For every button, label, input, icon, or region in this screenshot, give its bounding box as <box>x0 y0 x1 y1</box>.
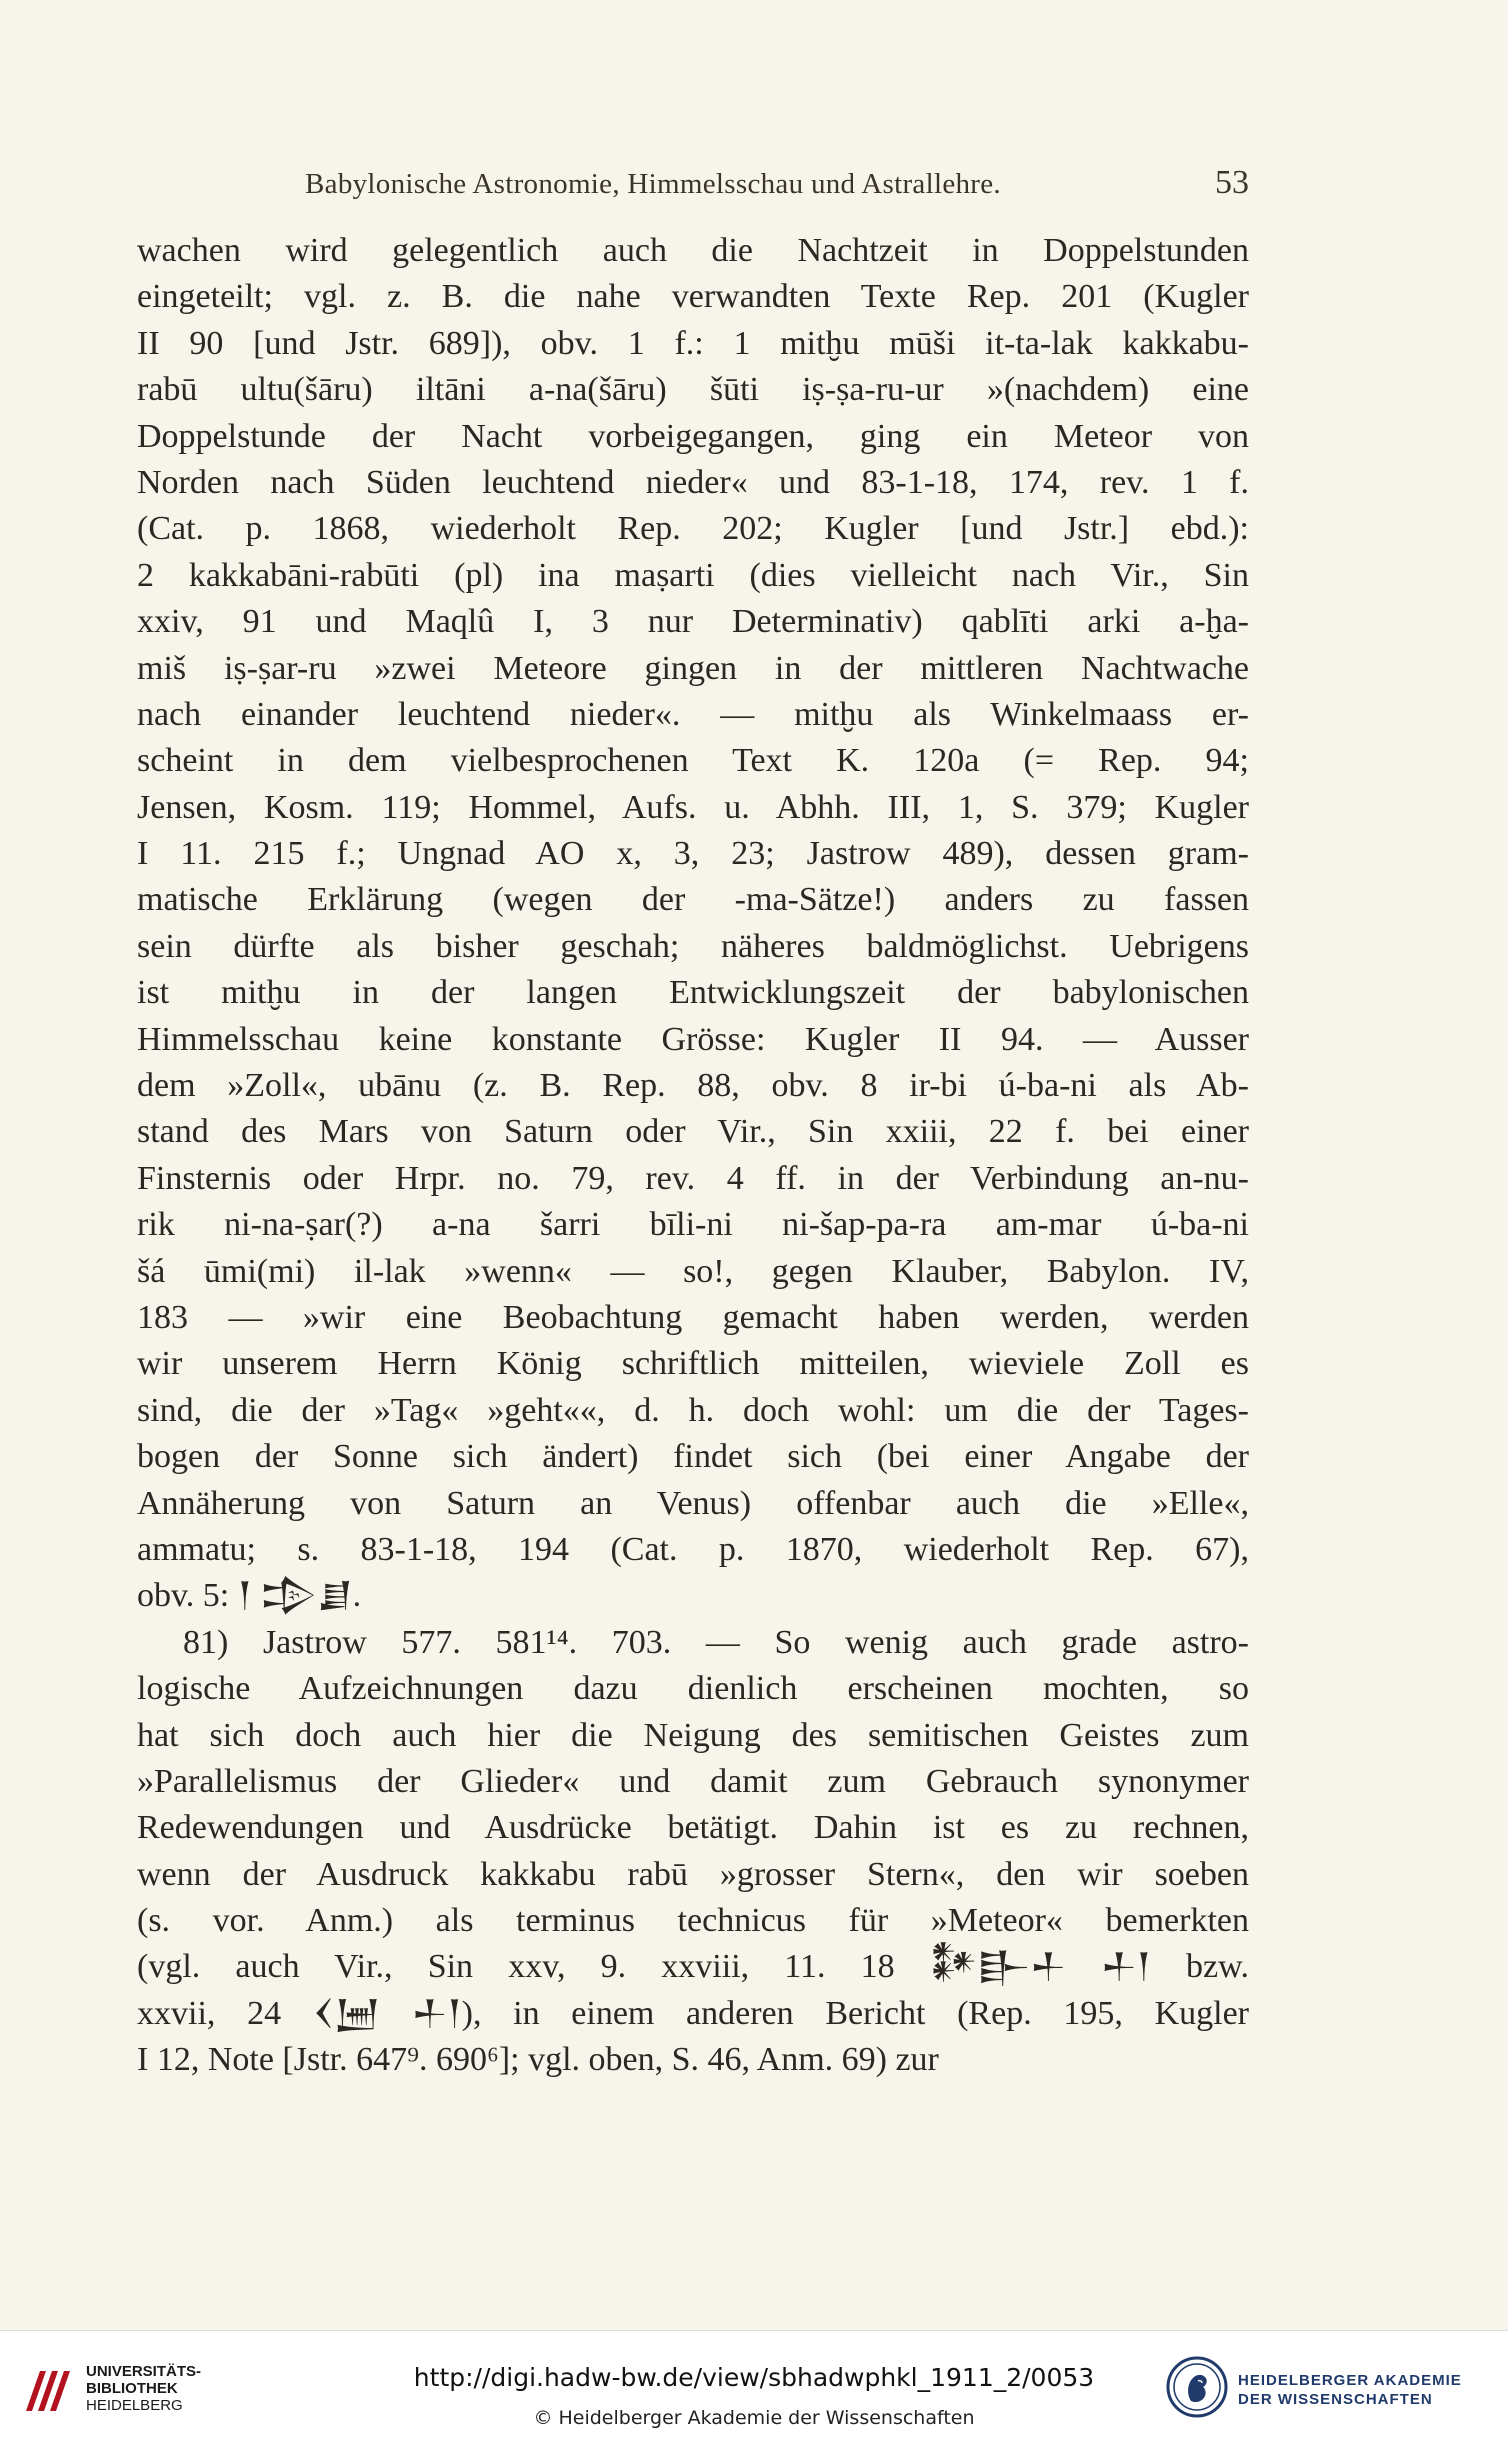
library-line-1: UNIVERSITÄTS- <box>86 2363 202 2380</box>
text-line: logische Aufzeichnungen dazu dienlich erscheinen mochten, so <box>137 1670 1249 1708</box>
text-line: wenn der Ausdruck kakkabu rabū »grosser Stern«, den wir soeben <box>137 1855 1249 1893</box>
text-line: rabū ultu(šāru) iltāni a-na(šāru) šūti iṣ-ṣa-ru-ur »(nachdem) eine <box>137 371 1249 409</box>
text-line: Redewendungen und Ausdrücke betätigt. Dahin ist es zu rechnen, <box>137 1809 1249 1847</box>
academy-line-2: DER WISSENSCHAFTEN <box>1238 2391 1433 2408</box>
text-line: II 90 [und Jstr. 689]), obv. 1 f.: 1 mitḫu mūši it-ta-lak kakkabu- <box>137 324 1249 362</box>
text-line: dem »Zoll«, ubānu (z. B. Rep. 88, obv. 8 ir-bi ú-ba-ni als Ab- <box>137 1067 1249 1105</box>
text-line: I 12, Note [Jstr. 647⁹. 690⁶]; vgl. oben, S. 46, Anm. 69) zur <box>137 2041 939 2079</box>
text-line: stand des Mars von Saturn oder Vir., Sin xxiii, 22 f. bei einer <box>137 1113 1249 1151</box>
running-head <box>137 164 1249 208</box>
library-line-3: HEIDELBERG <box>86 2397 183 2414</box>
text-line: wir unserem Herrn König schriftlich mitteilen, wieviele Zoll es <box>137 1345 1249 1383</box>
text-line: xxvii, 24 𒌋𒅁 𒈦𒁹), in einem anderen Bericht (Rep. 195, Kugler <box>137 1994 1249 2032</box>
text-line: sein dürfte als bisher geschah; näheres baldmöglichst. Uebrigens <box>137 927 1249 965</box>
text-line: »Parallelismus der Glieder« und damit zum Gebrauch synonymer <box>137 1762 1249 1800</box>
text-line: eingeteilt; vgl. z. B. die nahe verwandten Texte Rep. 201 (Kugler <box>137 278 1249 316</box>
text-line: Norden nach Süden leuchtend nieder« und 83-1-18, 174, rev. 1 f. <box>137 463 1249 501</box>
body-text <box>137 228 1249 2084</box>
text-line: Annäherung von Saturn an Venus) offenbar auch die »Elle«, <box>137 1484 1249 1522</box>
text-line: nach einander leuchtend nieder«. — mitḫu als Winkelmaass er- <box>137 695 1249 733</box>
text-line: rik ni-na-ṣar(?) a-na šarri bīli-ni ni-šap-pa-ra am-mar ú-ba-ni <box>137 1206 1249 1244</box>
text-line: (vgl. auch Vir., Sin xxv, 9. xxviii, 11. 18 𒀯𒃲𒈦 𒈦𒁹 bzw. <box>137 1948 1249 1986</box>
text-line: sind, die der »Tag« »geht««, d. h. doch wohl: um die der Tages- <box>137 1391 1249 1429</box>
academy-name <box>1238 2371 1462 2409</box>
text-line: I 11. 215 f.; Ungnad AO x, 3, 23; Jastrow 489), dessen gram- <box>137 835 1249 873</box>
text-line: Finsternis oder Hrpr. no. 79, rev. 4 ff. in der Verbindung an-nu- <box>137 1159 1249 1197</box>
text-line: (s. vor. Anm.) als terminus technicus für »Meteor« bemerkten <box>137 1902 1249 1940</box>
text-line: hat sich doch auch hier die Neigung des semitischen Geistes zum <box>137 1716 1249 1754</box>
text-line: wachen wird gelegentlich auch die Nachtzeit in Doppelstunden <box>137 232 1249 269</box>
text-line: Himmelsschau keine konstante Grösse: Kugler II 94. — Ausser <box>137 1020 1249 1058</box>
academy-line-1: HEIDELBERGER AKADEMIE <box>1238 2372 1462 2389</box>
text-line: xxiv, 91 und Maqlû I, 3 nur Determinativ) qablīti arki a-ḫa- <box>137 603 1249 641</box>
permalink-url[interactable]: http://digi.hadw-bw.de/view/sbhadwphkl_1911_2/0053 <box>413 2363 1095 2392</box>
text-line: 183 — »wir eine Beobachtung gemacht haben werden, werden <box>137 1298 1249 1336</box>
text-line: Doppelstunde der Nacht vorbeigegangen, ging ein Meteor von <box>137 417 1249 455</box>
text-line: obv. 5: 𒁹 𒄠𒋗. <box>137 1577 362 1615</box>
text-line: ammatu; s. 83-1-18, 194 (Cat. p. 1870, wiederholt Rep. 67), <box>137 1530 1249 1568</box>
text-line: miš iṣ-ṣar-ru »zwei Meteore gingen in der mittleren Nachtwache <box>137 649 1249 687</box>
text-line: bogen der Sonne sich ändert) findet sich (bei einer Angabe der <box>137 1438 1249 1476</box>
text-line: scheint in dem vielbesprochenen Text K. 120a (= Rep. 94; <box>137 742 1249 780</box>
text-line: matische Erklärung (wegen der -ma-Sätze!) anders zu fassen <box>137 881 1249 919</box>
page-number: 53 <box>1215 164 1249 201</box>
text-line: ist mitḫu in der langen Entwicklungszeit der babylonischen <box>137 974 1249 1012</box>
text-line: šá ūmi(mi) il-lak »wenn« — so!, gegen Klauber, Babylon. IV, <box>137 1252 1249 1290</box>
text-line: 81) Jastrow 577. 581¹⁴. 703. — So wenig auch grade astro- <box>183 1623 1249 1661</box>
footer-bar <box>0 2330 1508 2444</box>
text-line: Jensen, Kosm. 119; Hommel, Aufs. u. Abhh. III, 1, S. 379; Kugler <box>137 788 1249 826</box>
academy-seal-icon <box>1165 2355 1229 2419</box>
text-line: 2 kakkabāni-rabūti (pl) ina maṣarti (dies vielleicht nach Vir., Sin <box>137 556 1249 594</box>
copyright-notice: © Heidelberger Akademie der Wissenschaften <box>533 2407 975 2429</box>
running-title: Babylonische Astronomie, Himmelsschau und Astrallehre. <box>305 168 1001 200</box>
library-line-2: BIBLIOTHEK <box>86 2380 178 2397</box>
text-line: (Cat. p. 1868, wiederholt Rep. 202; Kugler [und Jstr.] ebd.): <box>137 510 1249 548</box>
